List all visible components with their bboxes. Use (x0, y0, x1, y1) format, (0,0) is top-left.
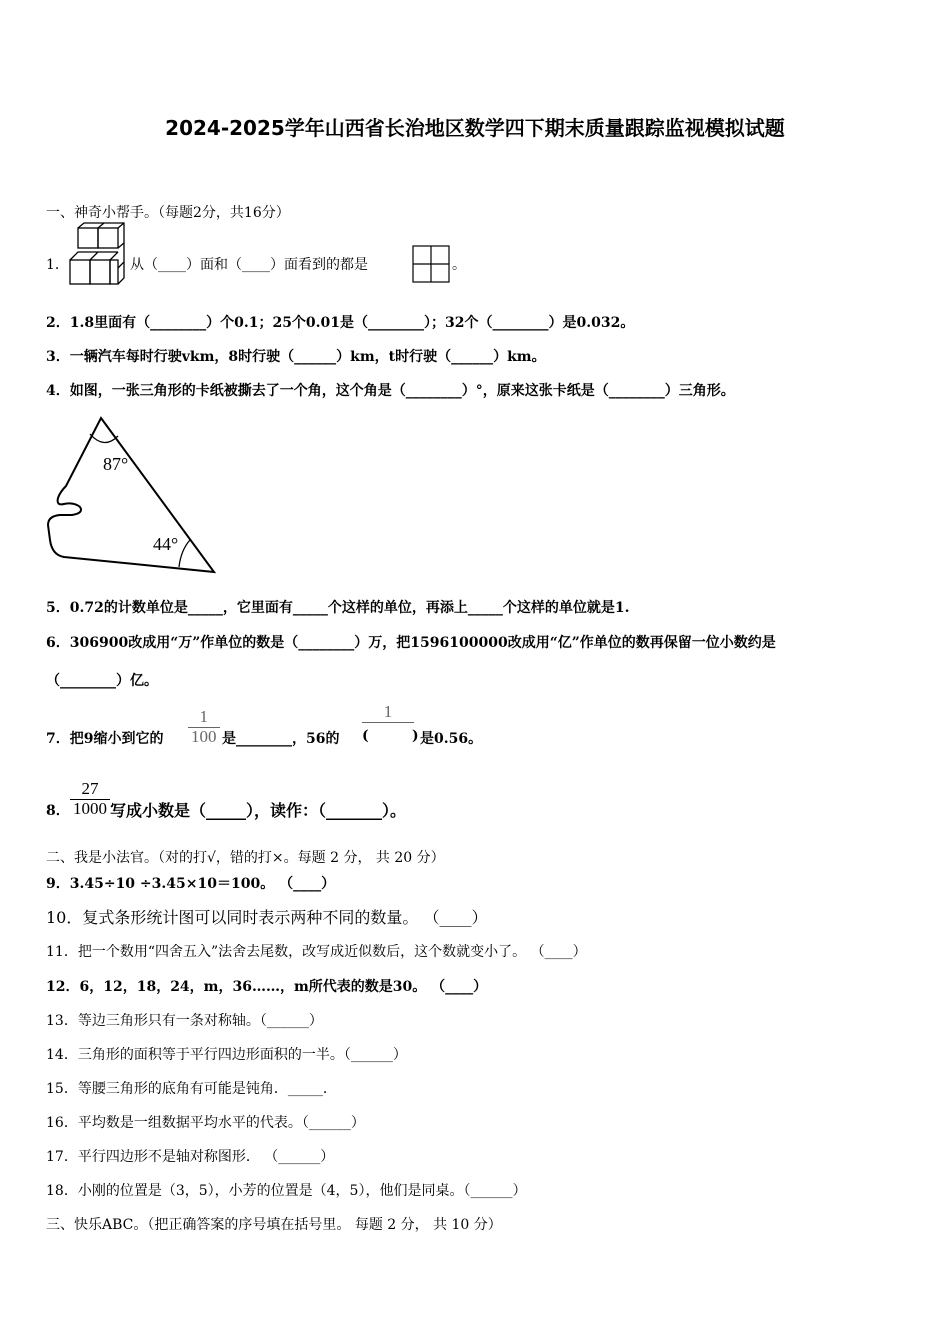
question-16: 16．平均数是一组数据平均水平的代表。（______） (46, 1115, 365, 1131)
question-7-part-c: 是0.56。 (420, 731, 483, 747)
cube-stack-figure (68, 222, 132, 288)
question-7-part-a: 7．把9缩小到它的 (46, 731, 164, 747)
question-6-line2: （________）亿。 (46, 673, 158, 689)
angle-label-87: 87° (103, 454, 129, 474)
question-15: 15．等腰三角形的底角有可能是钝角．_____． (46, 1081, 337, 1097)
question-12: 12．6，12，18，24，m，36……，m所代表的数是30。 （____） (46, 979, 488, 995)
question-5: 5．0.72的计数单位是_____，它里面有_____个这样的单位，再添上_____个这样的单位就是1. (46, 600, 630, 616)
fraction-1-denominator: 100 (188, 727, 220, 747)
question-1-end: 。 (452, 257, 466, 273)
question-13: 13．等边三角形只有一条对称轴。（______） (46, 1013, 323, 1029)
section2-header: 二、我是小法官。（对的打√，错的打×。每题 2 分， 共 20 分） (46, 850, 445, 866)
fraction-2-denominator-blank (362, 722, 414, 742)
question-1-number: 1． (46, 257, 69, 273)
question-8-number: 8． (46, 803, 70, 819)
question-4: 4．如图，一张三角形的卡纸被撕去了一个角，这个角是（________）°，原来这张卡纸是（________）三角形。 (46, 383, 735, 399)
question-7-fraction-2 (362, 703, 414, 741)
question-11: 11．把一个数用“四舍五入”法舍去尾数，改写成近似数后，这个数就变小了。 （____） (46, 944, 587, 960)
angle-label-44: 44° (153, 534, 179, 554)
question-14: 14．三角形的面积等于平行四边形面积的一半。（______） (46, 1047, 407, 1063)
section3-header: 三、快乐ABC。（把正确答案的序号填在括号里。 每题 2 分， 共 10 分） (46, 1217, 502, 1233)
question-10: 10．复式条形统计图可以同时表示两种不同的数量。 （____） (46, 908, 488, 927)
question-7-paren-open: ( (362, 728, 369, 744)
question-1-text: 从（____）面和（____）面看到的都是 (130, 257, 368, 273)
question-18: 18．小刚的位置是（3，5），小芳的位置是（4，5），他们是同桌。（______） (46, 1183, 527, 1199)
fraction-1-numerator: 1 (199, 707, 208, 726)
question-9: 9．3.45÷10 ÷3.45×10＝100。 （____） (46, 876, 336, 892)
question-17: 17．平行四边形不是轴对称图形． （______） (46, 1149, 335, 1165)
question-7-part-b: 是________，56的 (222, 731, 340, 747)
question-3: 3．一辆汽车每时行驶vkm，8时行驶（______）km，t时行驶（______）km。 (46, 349, 546, 365)
question-8-text: 写成小数是（_____），读作：（_______）。 (110, 801, 407, 820)
question-8-denominator: 1000 (70, 799, 110, 819)
question-2: 2．1.8里面有（________）个0.1；25个0.01是（________）；32个（________）是0.032。 (46, 315, 635, 331)
square-grid-figure (412, 245, 450, 283)
question-7-paren-close: ) (412, 728, 419, 744)
question-6-line1: 6．306900改成用“万”作单位的数是（________）万，把1596100000改成用“亿”作单位的数再保留一位小数约是 (46, 635, 776, 651)
section1-header: 一、神奇小帮手。（每题2分，共16分） (46, 205, 290, 221)
page-title: 2024-2025学年山西省长治地区数学四下期末质量跟踪监视模拟试题 (165, 116, 785, 140)
fraction-2-numerator: 1 (383, 702, 393, 721)
question-7-fraction-1 (188, 708, 220, 746)
torn-triangle-figure (44, 412, 224, 582)
question-8-fraction (70, 780, 110, 818)
question-8-numerator: 27 (81, 779, 99, 798)
